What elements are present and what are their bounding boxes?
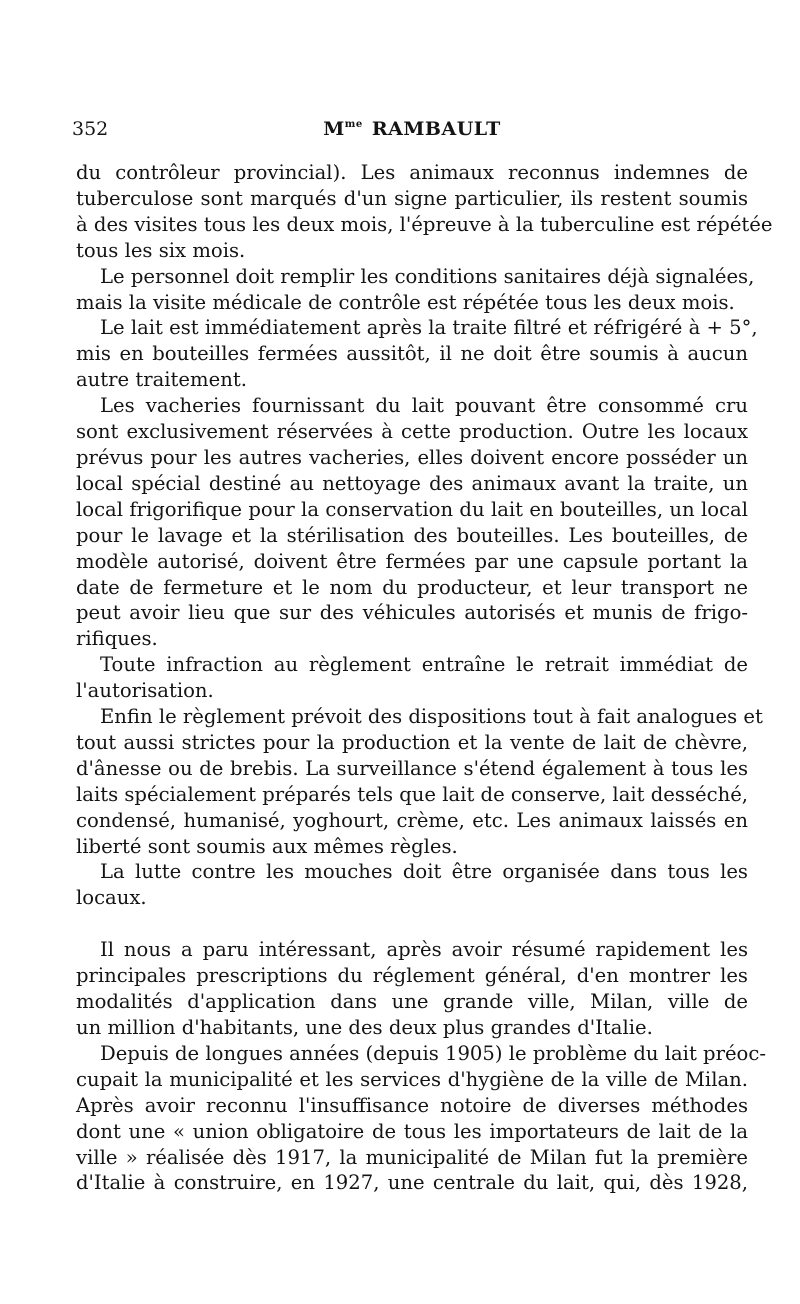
text-line: d'Italie à construire, en 1927, une centrale du lait, qui, dès 1928,	[76, 1171, 748, 1195]
author-name: RAMBAULT	[371, 118, 501, 140]
paragraph-7	[76, 859, 748, 911]
text-line: local frigorifique pour la conservation du lait en bouteilles, un local	[76, 497, 748, 521]
text-line: local spécial destiné au nettoyage des animaux avant la traite, un	[76, 471, 748, 495]
page-number: 352	[72, 118, 109, 140]
text-line: mis en bouteilles fermées aussitôt, il ne doit être soumis à aucun	[76, 342, 748, 366]
paragraph-2	[76, 264, 755, 316]
paragraph-1	[76, 160, 773, 264]
text-line: cupait la municipalité et les services d'hygiène de la ville de Milan.	[76, 1067, 748, 1091]
text-line: prévus pour les autres vacheries, elles doivent encore posséder un	[76, 445, 748, 469]
text-line: liberté sont soumis aux mêmes règles.	[76, 834, 458, 858]
text-line: Depuis de longues années (depuis 1905) le problème du lait préoc-	[100, 1041, 766, 1065]
text-line: un million d'habitants, une des deux plus grandes d'Italie.	[76, 1016, 653, 1039]
text-line: Après avoir reconnu l'insuffisance notoire de diverses méthodes	[76, 1093, 748, 1117]
text-line: tout aussi strictes pour la production et la vente de lait de chèvre,	[76, 730, 748, 754]
text-line: Toute infraction au règlement entraîne le retrait immédiat de	[100, 653, 748, 677]
section-spacer	[76, 911, 748, 937]
text-line: dont une « union obligatoire de tous les importateurs de lait de la	[76, 1119, 748, 1143]
text-line: autre traitement.	[76, 368, 247, 392]
paragraph-8	[76, 937, 748, 1041]
text-line: locaux.	[76, 886, 147, 910]
paragraph-5	[76, 652, 748, 704]
text-line: modalités d'application dans une grande ville, Milan, ville de	[76, 990, 748, 1014]
paragraph-3	[76, 315, 758, 393]
text-line: Les vacheries fournissant du lait pouvant être consommé cru	[100, 394, 748, 418]
author-running-head	[72, 118, 752, 140]
text-line: Enfin le règlement prévoit des dispositions tout à fait analogues et	[100, 705, 763, 729]
text-line: laits spécialement préparés tels que lait de conserve, lait desséché,	[76, 782, 749, 806]
text-line: Le personnel doit remplir les conditions sanitaires déjà signalées,	[100, 264, 755, 288]
text-line: pour le lavage et la stérilisation des bouteilles. Les bouteilles, de	[76, 523, 748, 547]
text-line: peut avoir lieu que sur des véhicules autorisés et munis de frigo-	[76, 601, 748, 625]
text-line: condensé, humanisé, yoghourt, crème, etc. Les animaux laissés en	[76, 808, 748, 832]
text-line: d'ânesse ou de brebis. La surveillance s'étend également à tous les	[76, 756, 748, 780]
author-prefix: M	[323, 118, 345, 140]
text-line: La lutte contre les mouches doit être organisée dans tous les	[100, 860, 748, 884]
paragraph-6	[76, 704, 763, 859]
text-line: tous les six mois.	[76, 238, 246, 262]
text-line: principales prescriptions du réglement général, d'en montrer les	[76, 964, 748, 988]
paragraph-9	[76, 1041, 766, 1196]
text-line: ville » réalisée dès 1917, la municipalité de Milan fut la première	[76, 1145, 748, 1169]
page-body	[76, 160, 773, 1196]
text-line: tuberculose sont marqués d'un signe particulier, ils restent soumis	[76, 186, 748, 210]
paragraph-4	[76, 393, 748, 652]
text-line: l'autorisation.	[76, 679, 214, 703]
running-header	[72, 118, 752, 146]
text-line: Il nous a paru intéressant, après avoir résumé rapidement les	[100, 938, 748, 962]
text-line: rifiques.	[76, 627, 158, 651]
author-title-superscript: me	[344, 119, 363, 130]
text-line: à des visites tous les deux mois, l'épreuve à la tuberculine est répétée	[76, 212, 773, 236]
text-line: mais la visite médicale de contrôle est répétée tous les deux mois.	[76, 290, 735, 314]
text-line: modèle autorisé, doivent être fermées par une capsule portant la	[76, 549, 748, 573]
text-line: sont exclusivement réservées à cette production. Outre les locaux	[76, 420, 748, 444]
text-line: Le lait est immédiatement après la traite filtré et réfrigéré à + 5°,	[100, 316, 758, 340]
text-line: du contrôleur provincial). Les animaux reconnus indemnes de	[76, 161, 748, 184]
text-line: date de fermeture et le nom du producteur, et leur transport ne	[76, 575, 748, 599]
